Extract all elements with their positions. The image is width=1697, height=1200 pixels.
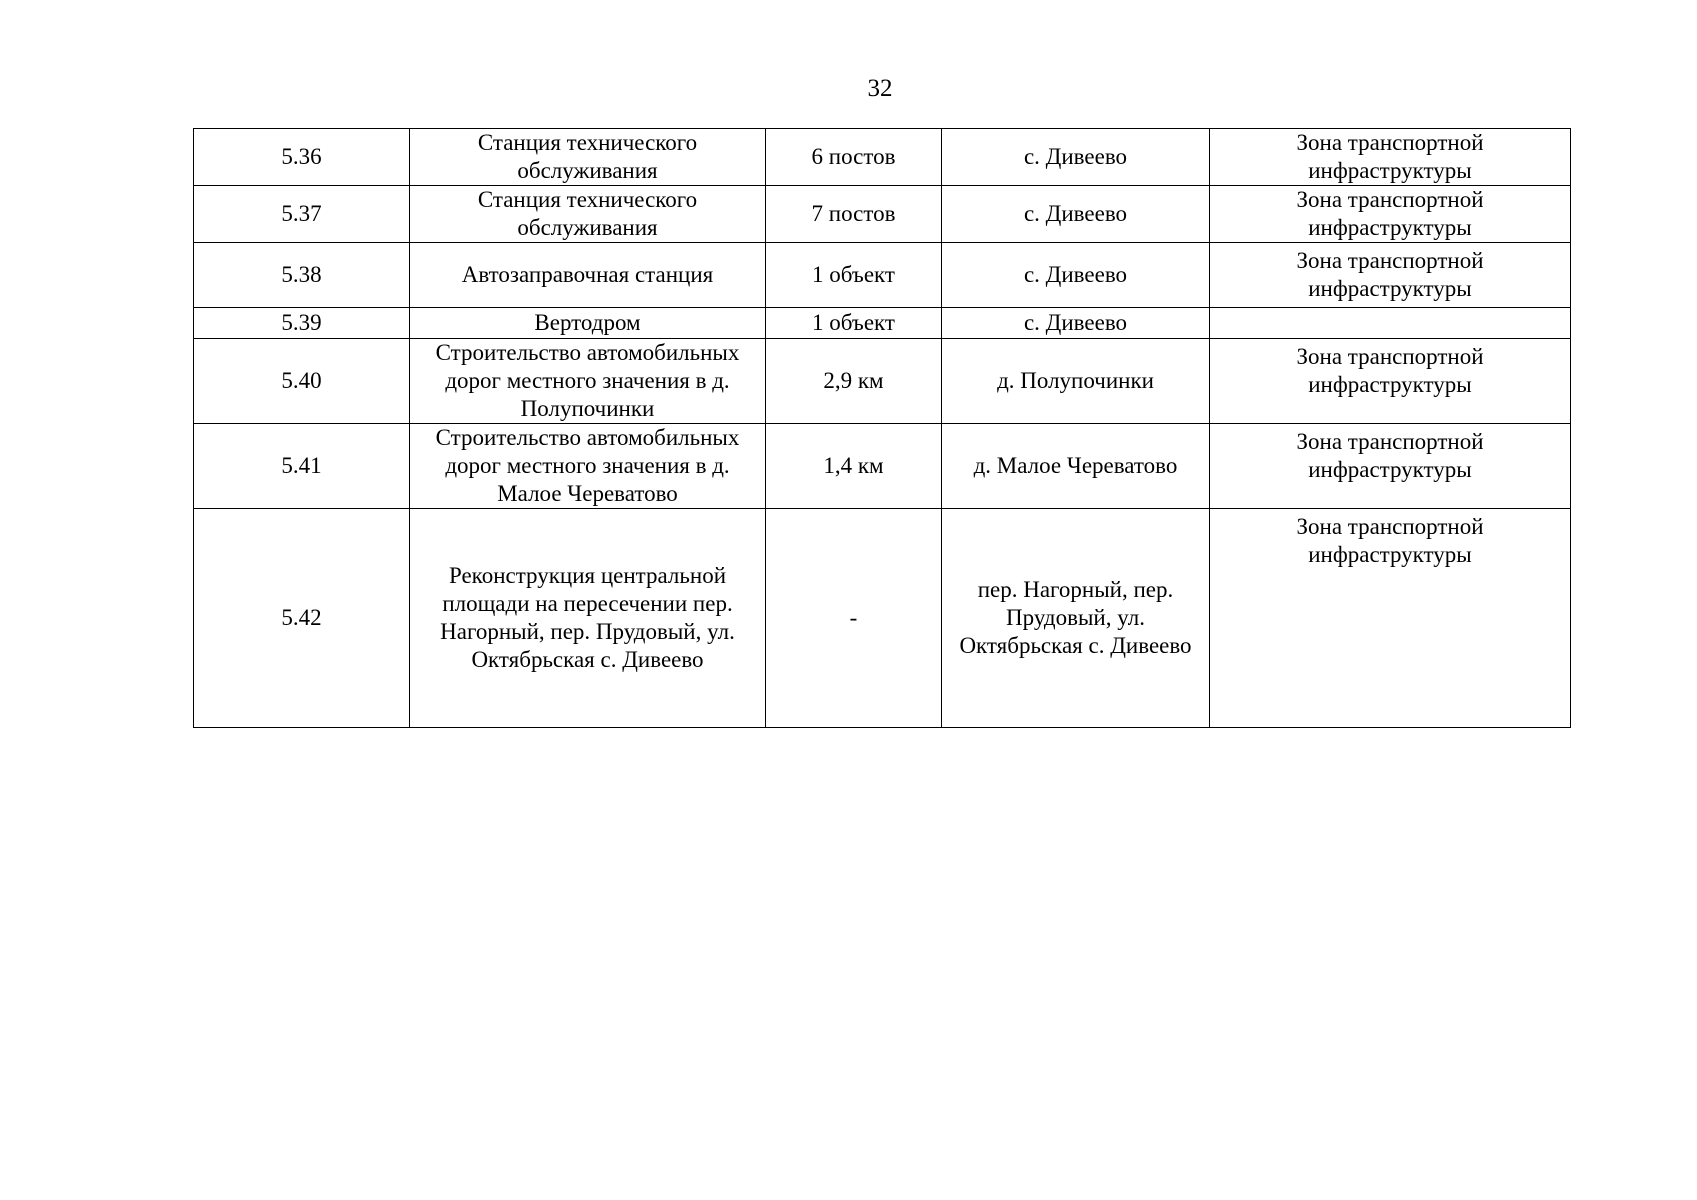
object-name: Автозаправочная станция [410, 243, 766, 308]
object-capacity: 2,9 км [766, 339, 942, 424]
object-capacity: 1,4 км [766, 424, 942, 509]
object-capacity: 1 объект [766, 308, 942, 339]
object-name: Строительство автомобильных дорог местного значения в д. Малое Череватово [410, 424, 766, 509]
row-number: 5.36 [194, 129, 410, 186]
functional-zone: Зона транспортной инфраструктуры [1210, 339, 1571, 424]
object-capacity: 1 объект [766, 243, 942, 308]
object-capacity: 7 постов [766, 186, 942, 243]
object-location: с. Дивеево [942, 243, 1210, 308]
functional-zone: Зона транспортной инфраструктуры [1210, 424, 1571, 509]
functional-zone: Зона транспортной инфраструктуры [1210, 129, 1571, 186]
row-number: 5.38 [194, 243, 410, 308]
table-row [194, 424, 1571, 509]
table-row [194, 509, 1571, 728]
page-number: 32 [867, 75, 893, 102]
table-row [194, 129, 1571, 186]
functional-zone: Зона транспортной инфраструктуры [1210, 243, 1571, 308]
functional-zone: Зона транспортной инфраструктуры [1210, 186, 1571, 243]
row-number: 5.40 [194, 339, 410, 424]
object-location: с. Дивеево [942, 186, 1210, 243]
object-location: д. Полупочинки [942, 339, 1210, 424]
object-name: Станция технического обслуживания [410, 129, 766, 186]
object-location: с. Дивеево [942, 129, 1210, 186]
object-location: д. Малое Череватово [942, 424, 1210, 509]
table-row [194, 243, 1571, 308]
table-row [194, 308, 1571, 339]
functional-zone: Зона транспортной инфраструктуры [1210, 509, 1571, 728]
row-number: 5.37 [194, 186, 410, 243]
object-name: Реконструкция центральной площади на пересечении пер. Нагорный, пер. Прудовый, ул. Октябрьская с. Дивеево [410, 509, 766, 728]
objects-table [193, 128, 1571, 728]
row-number: 5.42 [194, 509, 410, 728]
object-location: с. Дивеево [942, 308, 1210, 339]
functional-zone [1210, 308, 1571, 339]
object-capacity: - [766, 509, 942, 728]
table-row [194, 186, 1571, 243]
object-name: Вертодром [410, 308, 766, 339]
object-name: Строительство автомобильных дорог местного значения в д. Полупочинки [410, 339, 766, 424]
row-number: 5.41 [194, 424, 410, 509]
row-number: 5.39 [194, 308, 410, 339]
table-row [194, 339, 1571, 424]
object-capacity: 6 постов [766, 129, 942, 186]
object-name: Станция технического обслуживания [410, 186, 766, 243]
object-location: пер. Нагорный, пер. Прудовый, ул. Октябрьская с. Дивеево [942, 509, 1210, 728]
